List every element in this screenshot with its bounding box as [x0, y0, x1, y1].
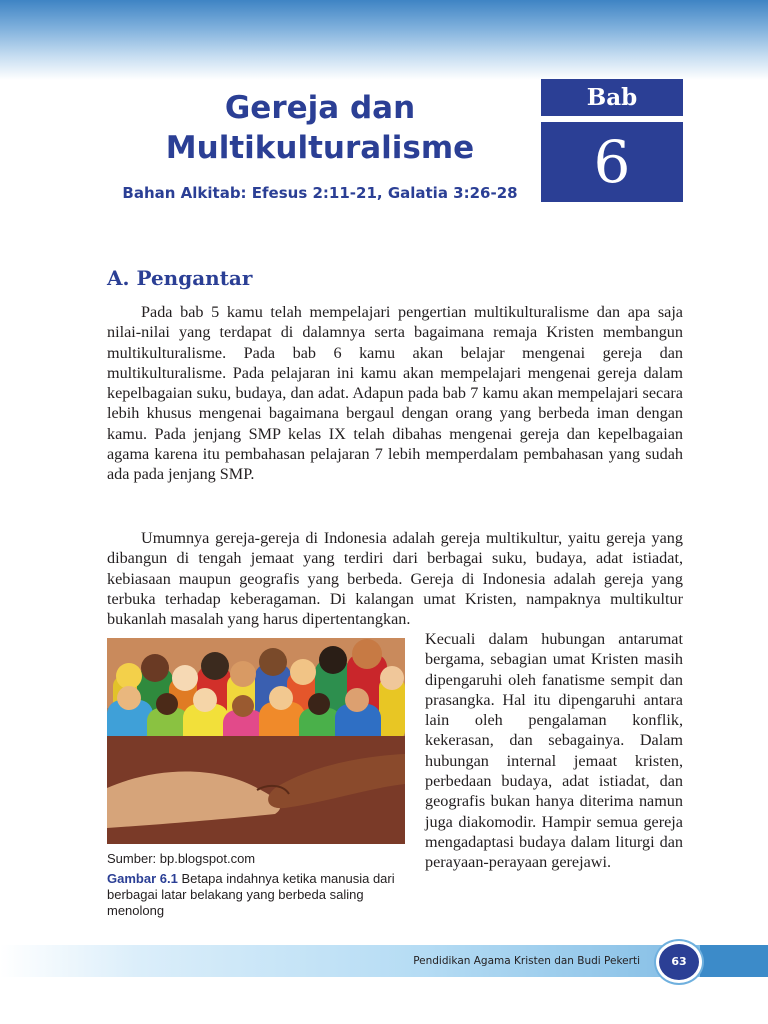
paragraph-multicultural-continued: Kecuali dalam hubungan antarumat bergama, sebagian umat Kristen masih dipengaruhi oleh fanatisme sempit dan prasangka. Hal itu dipengaruhi antara lain oleh pengalaman konflik, kekerasan, dan sebagainya. Dalam hubungan internal jemaat kristen, perbedaan budaya, adat istiadat, dan geografis bukan hanya diterima namun juga diakomodir. Hampir semua gereja mengadaptasi budaya dalam liturgi dan perayaan-perayaan gerejawi.	[425, 630, 683, 872]
header-gradient-band	[0, 0, 768, 80]
chapter-title-line1: Gereja dan	[224, 90, 416, 126]
mural-illustration	[107, 638, 405, 844]
paragraph-multicultural: Umumnya gereja-gereja di Indonesia adalah gereja multikultur, yaitu gereja yang dibangun di tengah jemaat yang terdiri dari berbagai suku, budaya, adat istiadat, kebiasaan maupun geografis yang berbeda. Gereja di Indonesia adalah gereja yang terbuka terhadap keberagaman. Di kalangan umat Kristen, nampaknya multikultur bukanlah masalah yang harus dipertentangkan.	[107, 529, 683, 629]
bible-reading-subtitle: Bahan Alkitab: Efesus 2:11-21, Galatia 3:26-28	[122, 184, 518, 202]
page-number-badge: 63	[656, 941, 702, 983]
section-heading: A. Pengantar	[107, 266, 253, 290]
figure-image-helping-hands	[107, 638, 405, 844]
footer-band	[0, 945, 768, 977]
paragraph-intro: Pada bab 5 kamu telah mempelajari pengertian multikulturalisme dan apa saja nilai-nilai yang terdapat di dalamnya serta bagaimana remaja Kristen membangun multikulturalisme. Pada bab 6 kamu akan belajar mengenai gereja dan multikulturalisme. Pada pelajaran ini kamu akan mempelajari mengenai gereja dalam kepelbagaian suku, budaya, dan adat. Adapun pada bab 7 kamu akan mempelajari secara lebih khusus mengenai bagaimana bergaul dengan orang yang berbeda iman dengan kamu. Pada jenjang SMP kelas IX telah dibahas mengenai gereja dan kepelbagaian agama karena itu pembahasan pelajaran 7 lebih memperdalam pembahasan yang sudah ada pada jenjang SMP.	[107, 303, 683, 484]
chapter-title	[120, 88, 520, 168]
chapter-label-box: Bab	[541, 79, 683, 116]
figure-source: Sumber: bp.blogspot.com	[107, 851, 256, 866]
figure-caption	[107, 871, 407, 919]
figure-caption-text: Betapa indahnya ketika manusia dari berbagai latar belakang yang berbeda saling menolong	[107, 871, 395, 918]
chapter-title-line2: Multikulturalisme	[165, 130, 475, 166]
footer-book-title: Pendidikan Agama Kristen dan Budi Pekerti	[413, 955, 640, 967]
figure-caption-label: Gambar 6.1	[107, 871, 178, 886]
chapter-number-box: 6	[541, 122, 683, 202]
footer-accent-bar	[700, 945, 768, 977]
